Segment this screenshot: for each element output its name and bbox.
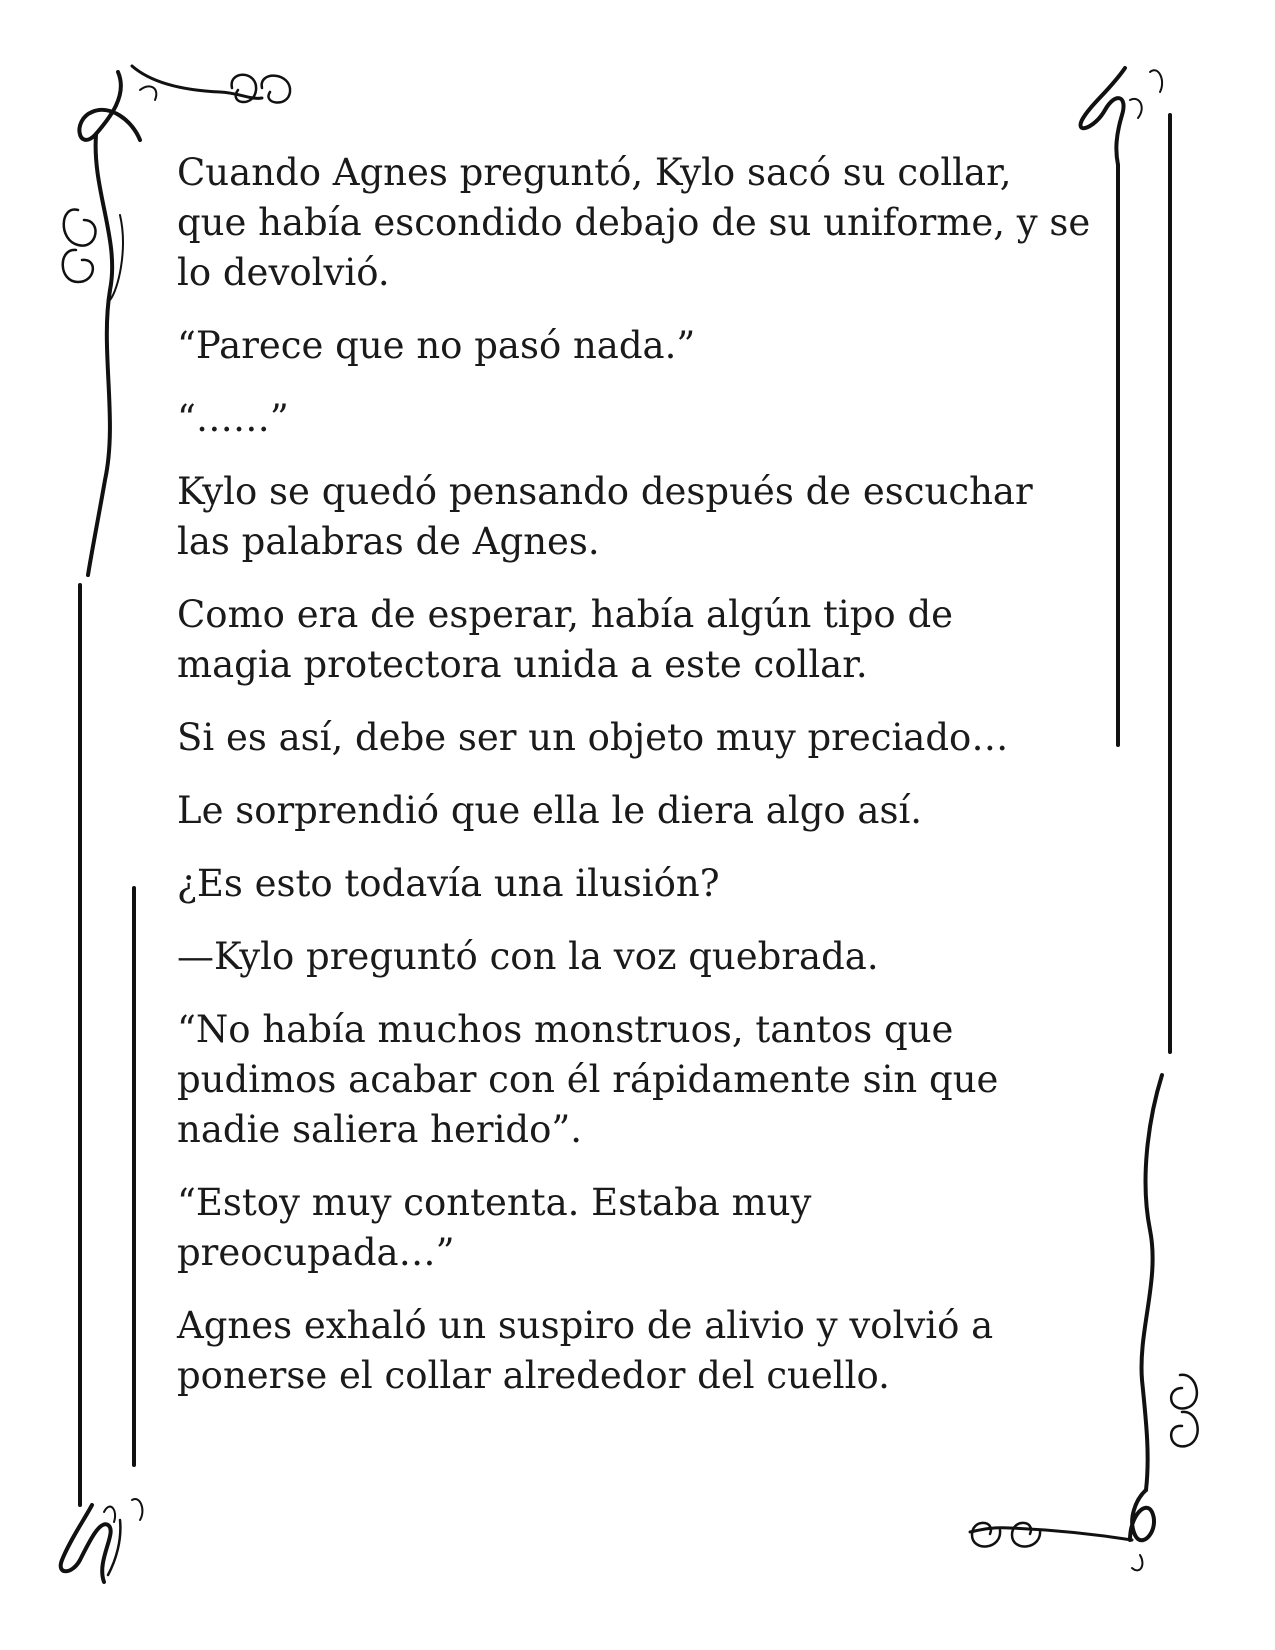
paragraph: —Kylo preguntó con la voz quebrada. [177, 935, 879, 978]
story-text [177, 148, 1107, 1424]
paragraph: Agnes exhaló un suspiro de alivio y volvió a ponerse el collar alrededor del cuello. [177, 1304, 994, 1397]
bottom-left-flourish-icon [61, 1499, 143, 1582]
paragraph: “No había muchos monstruos, tantos que pudimos acabar con él rápidamente sin que nadie saliera herido”. [177, 1008, 999, 1151]
paragraph: Si es así, debe ser un objeto muy preciado… [177, 716, 1009, 759]
paragraph: “……” [177, 397, 289, 440]
paragraph: Le sorprendió que ella le diera algo así. [177, 789, 923, 832]
paragraph: Kylo se quedó pensando después de escuchar las palabras de Agnes. [177, 470, 1033, 563]
paragraph: “Estoy muy contenta. Estaba muy preocupada…” [177, 1181, 812, 1274]
paragraph: “Parece que no pasó nada.” [177, 324, 696, 367]
paragraph: ¿Es esto todavía una ilusión? [177, 862, 720, 905]
paragraph: Como era de esperar, había algún tipo de magia protectora unida a este collar. [177, 593, 954, 686]
paragraph: Cuando Agnes preguntó, Kylo sacó su collar, que había escondido debajo de su uniforme, y se lo devolvió. [177, 151, 1091, 294]
